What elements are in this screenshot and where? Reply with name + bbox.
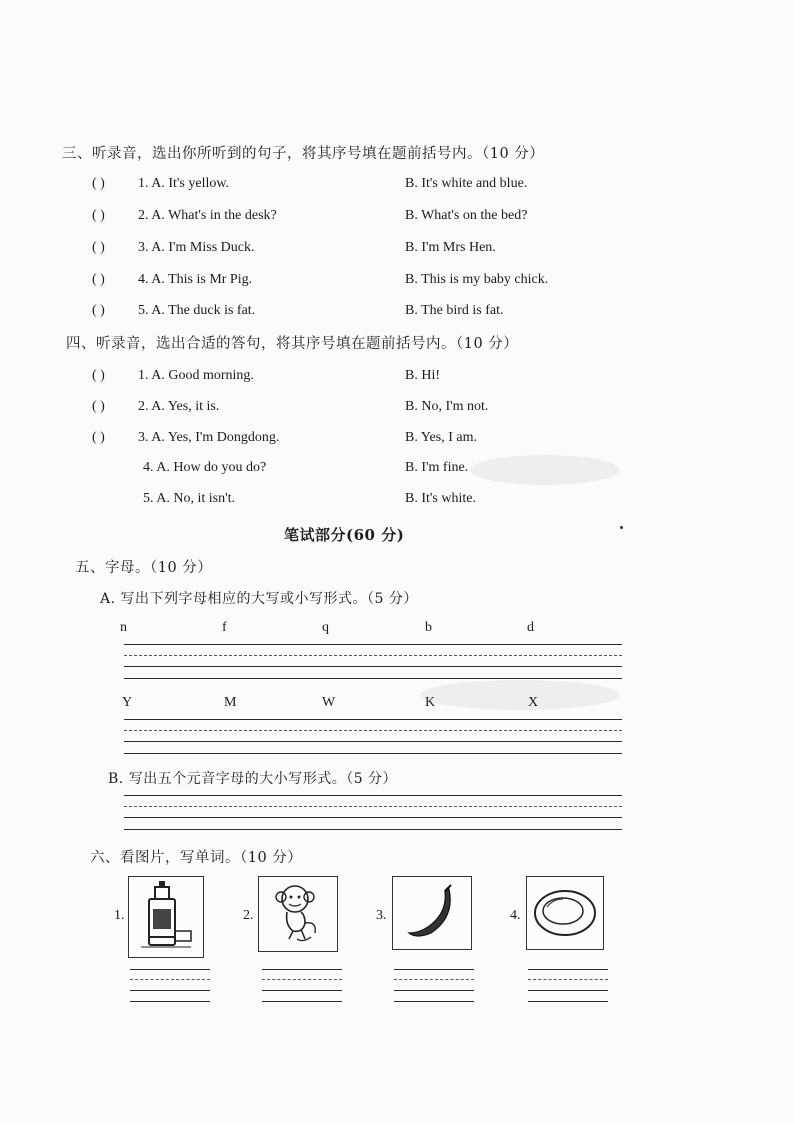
picture-number: 2. [243,908,254,923]
answer-lines-1[interactable] [130,969,210,1003]
picture-frame-1 [128,876,204,958]
part-b-title: B. 写出五个元音字母的大小写形式。（5 分） [108,771,398,787]
toothpaste-icon [129,877,203,957]
answer-lines-3[interactable] [394,969,474,1003]
picture-number: 1. [114,908,125,923]
monkey-icon [259,877,337,951]
option-b: B. I'm Mrs Hen. [405,240,496,255]
option-a: 4. A. This is Mr Pig. [138,272,253,287]
part-a-title: A. 写出下列字母相应的大写或小写形式。（5 分） [100,591,418,607]
writing-lines[interactable] [124,719,622,755]
answer-bracket[interactable]: ( ) [92,272,105,287]
ink-dot [620,526,623,529]
written-part-title: 笔试部分(60 分) [284,526,405,544]
option-a: 1. A. It's yellow. [138,176,230,191]
section4-title: 四、听录音，选出合适的答句，将其序号填在题前括号内。（10 分） [66,336,519,352]
option-b: B. The bird is fat. [405,303,504,318]
option-b: B. It's white and blue. [405,176,528,191]
answer-lines-4[interactable] [528,969,608,1003]
banana-icon [393,877,471,949]
section5-title: 五、字母。（10 分） [75,560,213,576]
picture-frame-3 [392,876,472,950]
letter-prompt: b [425,620,432,635]
option-b: B. No, I'm not. [405,399,489,414]
answer-bracket[interactable]: ( ) [92,368,105,383]
option-b: B. I'm fine. [405,460,469,475]
picture-frame-2 [258,876,338,952]
letter-prompt: Y [122,695,133,710]
option-b: B. This is my baby chick. [405,272,549,287]
option-a: 5. A. The duck is fat. [138,303,256,318]
option-a: 3. A. I'm Miss Duck. [138,240,255,255]
option-a: 1. A. Good morning. [138,368,254,383]
picture-number: 3. [376,908,387,923]
option-a: 2. A. What's in the desk? [138,208,277,223]
option-b: B. It's white. [405,491,476,506]
answer-bracket[interactable]: ( ) [92,430,105,445]
letter-prompt: n [120,620,127,635]
answer-lines-2[interactable] [262,969,342,1003]
option-a: 3. A. Yes, I'm Dongdong. [138,430,280,445]
option-b: B. What's on the bed? [405,208,528,223]
scan-smudge [470,455,620,485]
answer-bracket[interactable]: ( ) [92,240,105,255]
answer-bracket[interactable]: ( ) [92,399,105,414]
letter-prompt: d [527,620,534,635]
letter-prompt: K [425,695,436,710]
letter-prompt: W [322,695,336,710]
option-b: B. Yes, I am. [405,430,477,445]
picture-number: 4. [510,908,521,923]
answer-bracket[interactable]: ( ) [92,208,105,223]
letter-prompt: f [222,620,227,635]
writing-lines[interactable] [124,644,622,680]
letter-prompt: q [322,620,329,635]
option-a: 5. A. No, it isn't. [143,491,235,506]
scan-smudge [420,680,620,710]
option-b: B. Hi! [405,368,440,383]
answer-bracket[interactable]: ( ) [92,176,105,191]
section3-title: 三、听录音，选出你所听到的句子，将其序号填在题前括号内。（10 分） [62,146,545,162]
option-a: 2. A. Yes, it is. [138,399,220,414]
option-a: 4. A. How do you do? [143,460,267,475]
picture-frame-4 [526,876,604,950]
letter-prompt: X [528,695,539,710]
letter-prompt: M [224,695,237,710]
writing-lines[interactable] [124,795,622,831]
plate-icon [527,877,603,949]
section6-title: 六、看图片，写单词。（10 分） [90,850,303,866]
answer-bracket[interactable]: ( ) [92,303,105,318]
